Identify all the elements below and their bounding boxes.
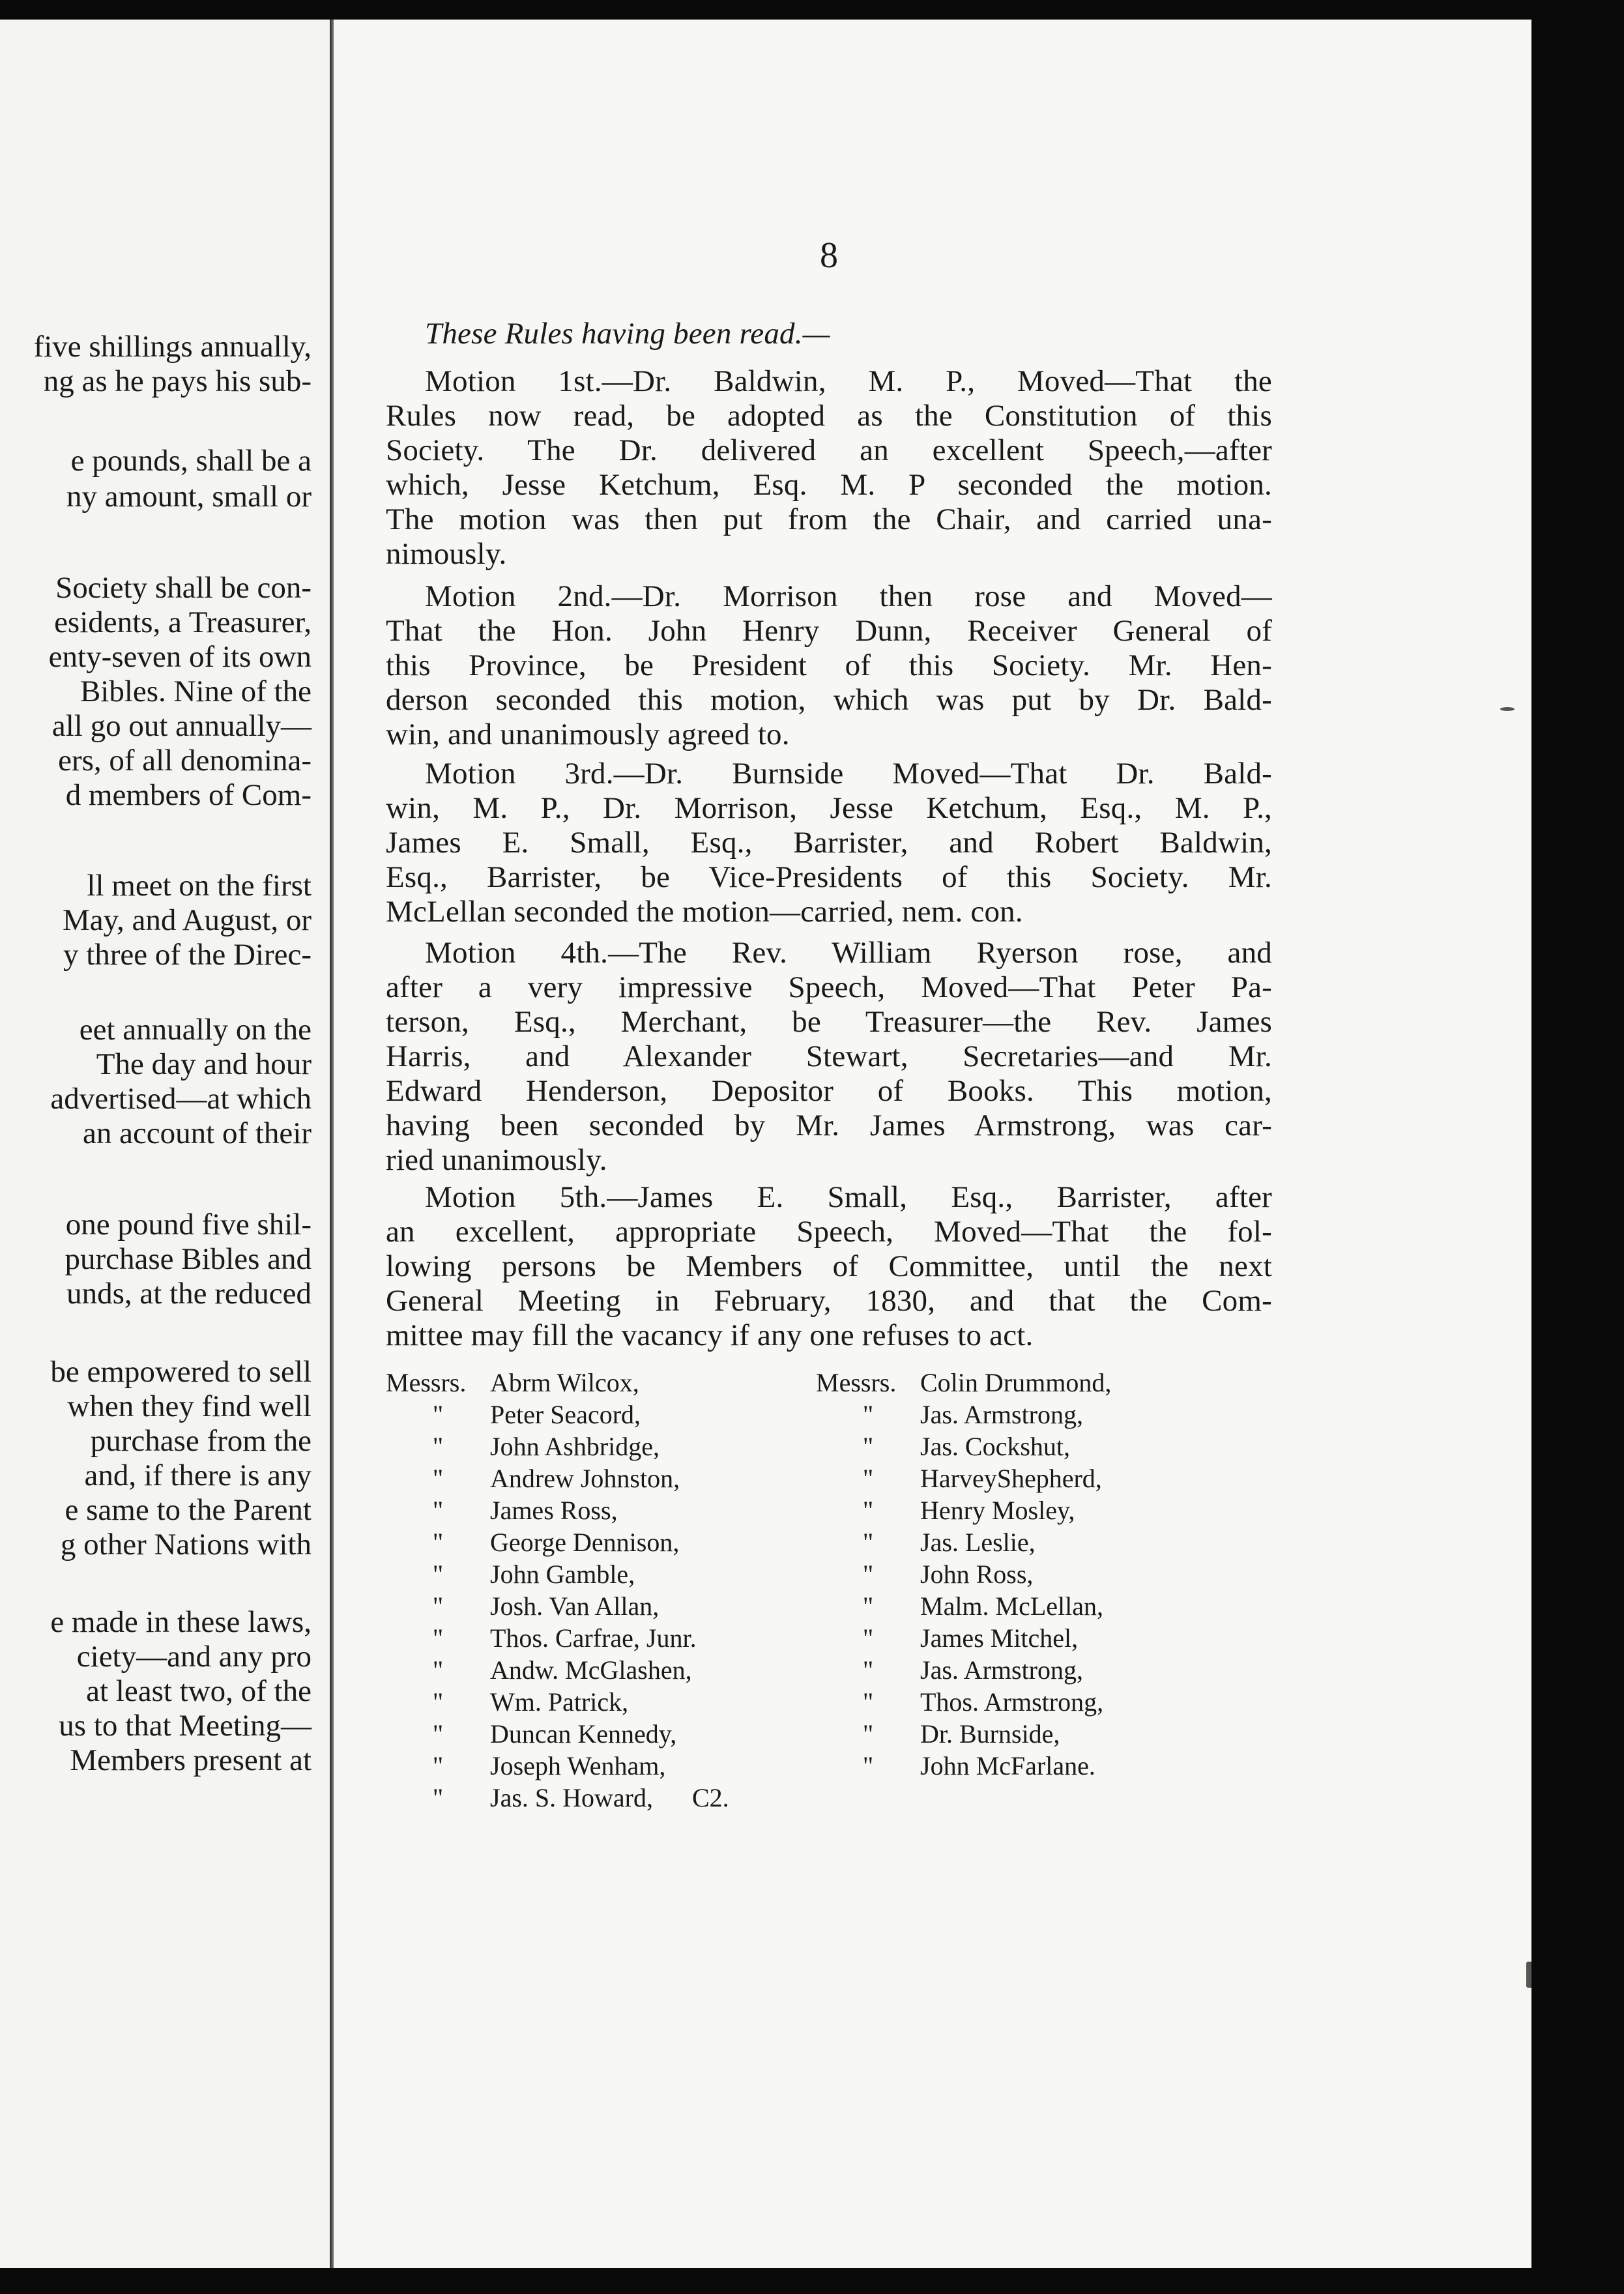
motion2-line: this Province, be President of this Society. Mr. Hen- <box>386 648 1272 682</box>
left-page-line: e made in these laws, <box>50 1605 312 1639</box>
member-row <box>386 1687 729 1719</box>
member-name: John Ashbridge, <box>490 1432 660 1461</box>
motion4-line: Motion 4th.—The Rev. William Ryerson rose, and <box>425 936 1272 970</box>
ditto-mark: " <box>432 1528 444 1557</box>
motion3-line: win, M. P., Dr. Morrison, Jesse Ketchum, Esq., M. P., <box>386 791 1272 825</box>
motion4-line: Edward Henderson, Depositor of Books. This motion, <box>386 1074 1272 1108</box>
ditto-mark: " <box>432 1400 444 1429</box>
left-page-line: ny amount, small or <box>66 480 312 514</box>
motion5-line: General Meeting in February, 1830, and that the Com- <box>386 1284 1272 1318</box>
members-column-right <box>816 1367 1111 1782</box>
member-row <box>816 1463 1111 1495</box>
motion1-line: Rules now read, be adopted as the Constitution of this <box>386 399 1272 433</box>
messrs-prefix: Messrs. <box>816 1368 897 1397</box>
member-row <box>386 1463 729 1495</box>
member-row <box>386 1399 729 1431</box>
ditto-mark: " <box>862 1623 874 1653</box>
member-row <box>386 1782 729 1814</box>
member-row <box>386 1367 729 1399</box>
left-page-line: e same to the Parent <box>65 1493 312 1527</box>
left-page-line: at least two, of the <box>86 1674 312 1708</box>
motion3-line: James E. Small, Esq., Barrister, and Robert Baldwin, <box>386 826 1272 860</box>
messrs-prefix: Messrs. <box>386 1368 467 1397</box>
left-page-line: esidents, a Treasurer, <box>54 605 312 639</box>
member-row <box>386 1527 729 1559</box>
member-row <box>386 1719 729 1750</box>
left-page-line: e pounds, shall be a <box>70 444 312 478</box>
ditto-mark: " <box>862 1560 874 1589</box>
member-name: Henry Mosley, <box>920 1496 1075 1525</box>
member-name: Jas. Cockshut, <box>920 1432 1070 1461</box>
ditto-mark: " <box>432 1560 444 1589</box>
member-row <box>816 1623 1111 1655</box>
left-page-line: us to that Meeting— <box>59 1709 312 1743</box>
motion5-line: mittee may fill the vacancy if any one refuses to act. <box>386 1318 1034 1352</box>
left-page-line: five shillings annually, <box>33 330 312 364</box>
ditto-mark: " <box>862 1719 874 1749</box>
member-row <box>386 1623 729 1655</box>
ditto-mark: " <box>432 1783 444 1812</box>
left-page <box>0 20 334 2268</box>
left-page-line: eet annually on the <box>79 1013 312 1047</box>
ditto-mark: " <box>862 1496 874 1525</box>
member-name: HarveyShepherd, <box>920 1464 1102 1493</box>
member-name: Peter Seacord, <box>490 1400 641 1429</box>
motion3-line: Esq., Barrister, be Vice-Presidents of this Society. Mr. <box>386 860 1272 894</box>
member-row <box>386 1431 729 1463</box>
ditto-mark: " <box>432 1496 444 1525</box>
member-row <box>386 1655 729 1687</box>
motion4-line: ried unanimously. <box>386 1143 607 1177</box>
member-name: Joseph Wenham, <box>490 1751 666 1780</box>
left-page-line: Society shall be con- <box>55 571 312 605</box>
left-page-line: y three of the Direc- <box>63 938 312 972</box>
ditto-mark: " <box>432 1464 444 1493</box>
member-row <box>816 1367 1111 1399</box>
motion1-line: which, Jesse Ketchum, Esq. M. P seconded the motion. <box>386 468 1272 502</box>
motion1-line: nimously. <box>386 537 507 571</box>
member-name: Malm. McLellan, <box>920 1591 1104 1621</box>
left-page-line: advertised—at which <box>50 1082 312 1116</box>
motion5-line: an excellent, appropriate Speech, Moved—That the fol- <box>386 1215 1272 1249</box>
member-name: Abrm Wilcox, <box>490 1368 639 1397</box>
member-name: George Dennison, <box>490 1528 680 1557</box>
ditto-mark: " <box>432 1719 444 1749</box>
motion2-line: win, and unanimously agreed to. <box>386 718 790 751</box>
left-page-line: ll meet on the first <box>87 869 312 903</box>
member-row <box>816 1687 1111 1719</box>
motion1-line: Motion 1st.—Dr. Baldwin, M. P., Moved—That the <box>425 364 1272 398</box>
motion4-line: terson, Esq., Merchant, be Treasurer—the Rev. James <box>386 1005 1272 1039</box>
member-name: Andw. McGlashen, <box>490 1655 692 1685</box>
left-page-line: g other Nations with <box>60 1528 312 1561</box>
member-row <box>816 1719 1111 1750</box>
motion2-line: derson seconded this motion, which was put by Dr. Bald- <box>386 683 1272 717</box>
left-page-line: enty-seven of its own <box>48 640 312 674</box>
motion4-line: after a very impressive Speech, Moved—That Peter Pa- <box>386 970 1272 1004</box>
ditto-mark: " <box>862 1432 874 1461</box>
ditto-mark: " <box>432 1623 444 1653</box>
ditto-mark: " <box>432 1687 444 1717</box>
ditto-mark: " <box>862 1528 874 1557</box>
ink-mark <box>1526 1962 1531 1988</box>
member-name: Jas. S. Howard, <box>490 1783 653 1812</box>
motion3-line: McLellan seconded the motion—carried, nem. con. <box>386 895 1023 929</box>
member-row <box>816 1431 1111 1463</box>
left-page-line: when they find well <box>67 1389 312 1423</box>
motion2-line: That the Hon. John Henry Dunn, Receiver General of <box>386 614 1272 648</box>
member-name: Duncan Kennedy, <box>490 1719 677 1749</box>
member-name: Andrew Johnston, <box>490 1464 680 1493</box>
ditto-mark: " <box>862 1400 874 1429</box>
left-page-line: ers, of all denomina- <box>58 744 312 777</box>
left-page-line: and, if there is any <box>84 1459 312 1492</box>
member-row <box>816 1591 1111 1623</box>
ditto-mark: " <box>862 1687 874 1717</box>
member-name: Dr. Burnside, <box>920 1719 1060 1749</box>
member-row <box>816 1750 1111 1782</box>
member-row <box>386 1591 729 1623</box>
member-name: Colin Drummond, <box>920 1368 1112 1397</box>
member-name: Thos. Armstrong, <box>920 1687 1104 1717</box>
left-page-line: Bibles. Nine of the <box>80 675 312 708</box>
right-page <box>334 20 1531 2268</box>
member-name: James Mitchel, <box>920 1623 1079 1653</box>
ditto-mark: " <box>862 1591 874 1621</box>
member-row <box>816 1399 1111 1431</box>
section-heading: These Rules having been read.— <box>425 317 830 351</box>
member-row <box>816 1495 1111 1527</box>
left-page-line: unds, at the reduced <box>66 1277 312 1311</box>
member-name: Jas. Armstrong, <box>920 1655 1083 1685</box>
scan-border <box>1531 20 1624 2268</box>
motion1-line: The motion was then put from the Chair, and carried una- <box>386 502 1272 536</box>
left-page-line: all go out annually— <box>51 709 312 743</box>
member-name: James Ross, <box>490 1496 618 1525</box>
ditto-mark: " <box>432 1591 444 1621</box>
member-name: John Ross, <box>920 1560 1034 1589</box>
motion1-line: Society. The Dr. delivered an excellent Speech,—after <box>386 433 1272 467</box>
motion4-line: Harris, and Alexander Stewart, Secretaries—and Mr. <box>386 1039 1272 1073</box>
member-name: John Gamble, <box>490 1560 635 1589</box>
motion2-line: Motion 2nd.—Dr. Morrison then rose and Moved— <box>425 579 1272 613</box>
members-column-left <box>386 1367 729 1814</box>
left-page-line: May, and August, or <box>62 903 312 937</box>
left-page-line: The day and hour <box>96 1047 312 1081</box>
member-name: John McFarlane. <box>920 1751 1095 1780</box>
left-page-line: an account of their <box>82 1116 312 1150</box>
motion5-line: Motion 5th.—James E. Small, Esq., Barrister, after <box>425 1180 1272 1214</box>
member-row <box>386 1495 729 1527</box>
member-name: Wm. Patrick, <box>490 1687 629 1717</box>
left-page-line: be empowered to sell <box>50 1355 312 1389</box>
page-number: 8 <box>820 235 838 276</box>
signature-mark: C2. <box>691 1783 729 1812</box>
left-page-line: Members present at <box>70 1743 312 1777</box>
left-page-line: ciety—and any pro <box>76 1640 312 1674</box>
ditto-mark: " <box>862 1464 874 1493</box>
member-name: Thos. Carfrae, Junr. <box>490 1623 697 1653</box>
ink-mark <box>1500 707 1515 711</box>
left-page-line: one pound five shil- <box>65 1208 312 1241</box>
member-row <box>386 1750 729 1782</box>
left-page-line: purchase Bibles and <box>65 1242 312 1276</box>
left-page-line: ng as he pays his sub- <box>43 364 312 398</box>
left-page-line: purchase from the <box>90 1424 312 1458</box>
left-page-line: d members of Com- <box>65 778 312 812</box>
member-row <box>386 1559 729 1591</box>
member-row <box>816 1527 1111 1559</box>
motion5-line: lowing persons be Members of Committee, until the next <box>386 1249 1272 1283</box>
member-row <box>816 1559 1111 1591</box>
ditto-mark: " <box>432 1751 444 1780</box>
motion4-line: having been seconded by Mr. James Armstrong, was car- <box>386 1109 1272 1142</box>
ditto-mark: " <box>862 1751 874 1780</box>
member-row <box>816 1655 1111 1687</box>
member-name: Jas. Armstrong, <box>920 1400 1083 1429</box>
ditto-mark: " <box>432 1432 444 1461</box>
ditto-mark: " <box>862 1655 874 1685</box>
member-name: Josh. Van Allan, <box>490 1591 660 1621</box>
motion3-line: Motion 3rd.—Dr. Burnside Moved—That Dr. Bald- <box>425 757 1272 791</box>
member-name: Jas. Leslie, <box>920 1528 1036 1557</box>
ditto-mark: " <box>432 1655 444 1685</box>
